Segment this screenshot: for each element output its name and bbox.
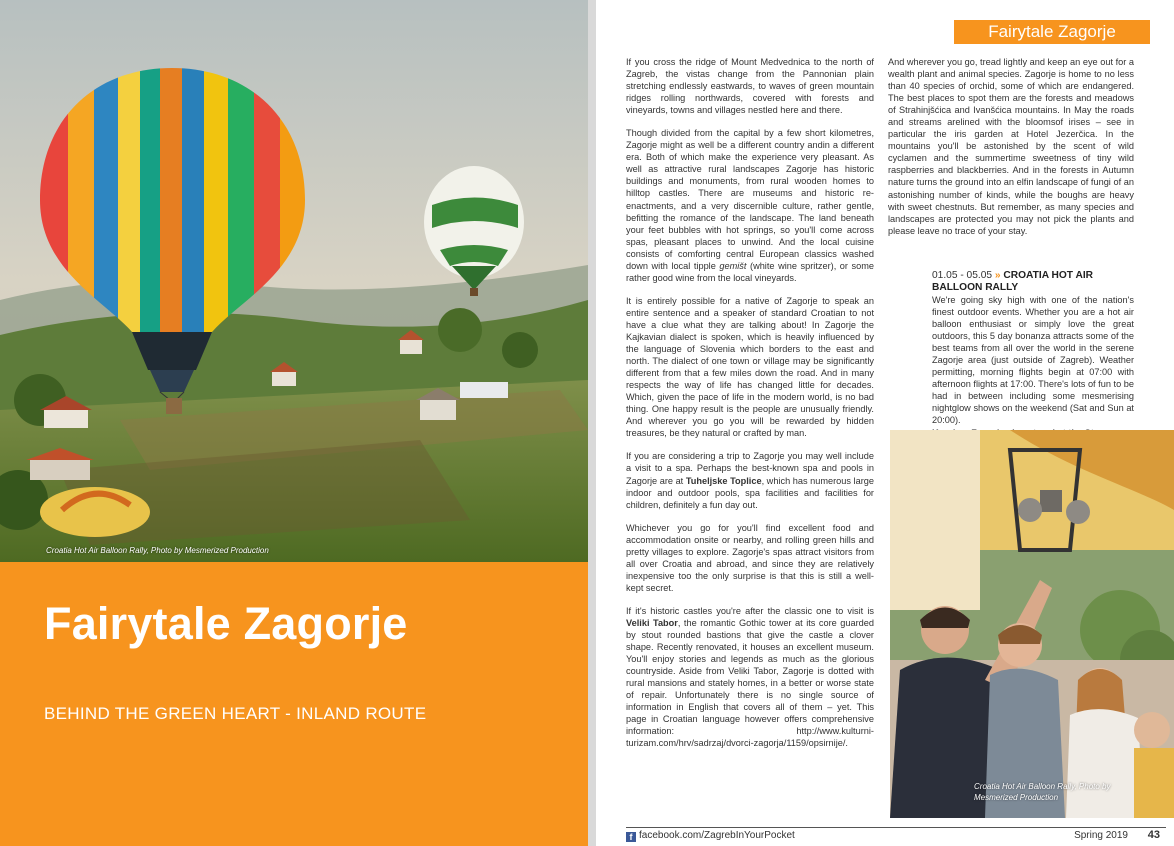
page-title: Fairytale Zagorje: [44, 598, 408, 649]
article-column-1: [626, 56, 874, 760]
page-number: 43: [1147, 829, 1160, 841]
event-photo-illustration: [890, 430, 1174, 818]
paragraph: Whichever you go for you'll find excellent food and accommodation onsite or nearby, and rolling green hills and pretty villages to explore. Zagorje's spas attract visitors from all over Croatia and abroad, and since they are relatively inexpensive too the only surprise is that this is still a well-kept secret.: [626, 522, 874, 593]
paragraph: If you cross the ridge of Mount Medvednica to the north of Zagreb, the vistas change from the Pannonian plain stretching endlessly eastwards, to waves of green mountain ridges rolling northwards, covered with forests and vineyards, towns and villages nestled here and there.: [626, 57, 874, 116]
facebook-icon: f: [626, 832, 636, 842]
event-description: We're going sky high with one of the nation's finest outdoor events. Whether you are a hot air balloon enthusiast or simply love the great outdoors, this 5 day bonanza attracts some of the best teams from all over the world in the serene Zagorje area (just outside of Zagreb). Weather permitting, morning flights begin at 07:00 with afternoon flights at 17:00. There's lots of fun to be had in between including some mesmerising nightglow shows on the weekend (Sat and Sun at 20:00).: [932, 295, 1134, 426]
hero-photo-caption: Croatia Hot Air Balloon Rally, Photo by Mesmerized Production: [46, 546, 269, 555]
event-header: [932, 270, 1134, 294]
page-footer: [626, 827, 1166, 844]
paragraph: And wherever you go, tread lightly and keep an eye out for a wealth plant and animal species. Zagorje is home to no less than 40 species of orchid, some of which are endangered. The best places to spot them are the forests and meadows of Strahinjšćica and Ivanšćica mountains. In May the roads and streams arelined with the bloomsof irises – see in particular the iris garden at Hotel Jezerčica. In the mountains you'll be astonished by the scent of wild cyclamen and the summertime sweetness of tiny wild raspberries and blackberries. And in the forests in Autumn nature turns the ground into an elfin landscape of fungi of an astonishing number of kinds, while the boughs are heavy with sweet chestnuts. But remember, as many species and landscapes are protected you may not pick the plants and please leave no trace of your stay.: [888, 57, 1134, 236]
title-panel: [0, 562, 588, 846]
article-column-2: [888, 56, 1134, 248]
event-title: CROATIA HOT AIR BALLOON RALLY: [932, 270, 1094, 293]
hero-balloon-photo: [0, 0, 588, 562]
facebook-link[interactable]: facebook.com/ZagrebInYourPocket: [639, 830, 795, 841]
hero-photo-illustration: [0, 0, 588, 562]
paragraph: Though divided from the capital by a few short kilometres, Zagorje might as well be a different country andin a different era. Both of which make the experience very pleasant. As well as attractive rural landscapes Zagorje has historic buildings and monuments, from rural wooden homes to hilltop castles. There are museums and historic re-enactments, and a very discernible culture, rather gentle, befitting the romance of the landscape. The land beneath your feet bubbles with hot springs, so you'll come across spas, pleasant places to unwind. And the local cuisine consists of comforting central European classics washed down with local tipple gemišt (white wine spritzer), or some rather good wine from the local vineyards.: [626, 128, 874, 283]
paragraph: It is entirely possible for a native of Zagorje to speak an entire sentence and a speaker of standard Croatian to not have a clue what they are talking about! In Zagorje the Kajkavian dialect is spoken, which is heavily influenced by the language of Slovenia which borders to the east and north. The dialect of one town or village may be significantly different from that a few miles down the road. And in many respects the way of life has changed little for decades. Which, given the pace of life in the modern world, is no bad thing. One happy result is the people are unusually friendly. And wherever you go you will be rewarded by hidden treasures, be they natural or crafted by man.: [626, 295, 874, 439]
issue-label: Spring 2019: [1074, 830, 1128, 841]
section-tab: Fairytale Zagorje: [954, 20, 1150, 44]
event-photo: [890, 430, 1174, 818]
paragraph: If you are considering a trip to Zagorje you may well include a visit to a spa. Perhaps the best-known spa and pools in Zagorje are at Tuheljske Toplice, which has numerous large indoor and outdoor pools, spa facilities and facilities for children, definitely a fun day out.: [626, 451, 874, 510]
arrow-icon: »: [994, 270, 1001, 281]
paragraph: If it's historic castles you're after the classic one to visit is Veliki Tabor, the romantic Gothic tower at its core guarded by stout rounded bastions that give the castle a clover shape. Recently renovated, it houses an excellent museum. You'll enjoy stories and legends as much as the glorious countryside. Aside from Veliki Tabor, Zagorje is dotted with rural mansions and stately homes, in a better or worse state of repair. Unfortunately there is no single source of information in English that covers all of them – yet. This page in Croatian language however offers comprehensive information: http://www.kulturni-turizam.com/hrv/sadrzaj/dvorci-zagorja/1159/opsirnije/.: [626, 605, 875, 749]
right-page: [596, 0, 1174, 846]
event-dates: 01.05 - 05.05: [932, 270, 993, 281]
event-photo-caption: Croatia Hot Air Balloon Rally, Photo by Mesmerized Production: [974, 782, 1111, 802]
page-subtitle: BEHIND THE GREEN HEART - INLAND ROUTE: [44, 704, 427, 723]
